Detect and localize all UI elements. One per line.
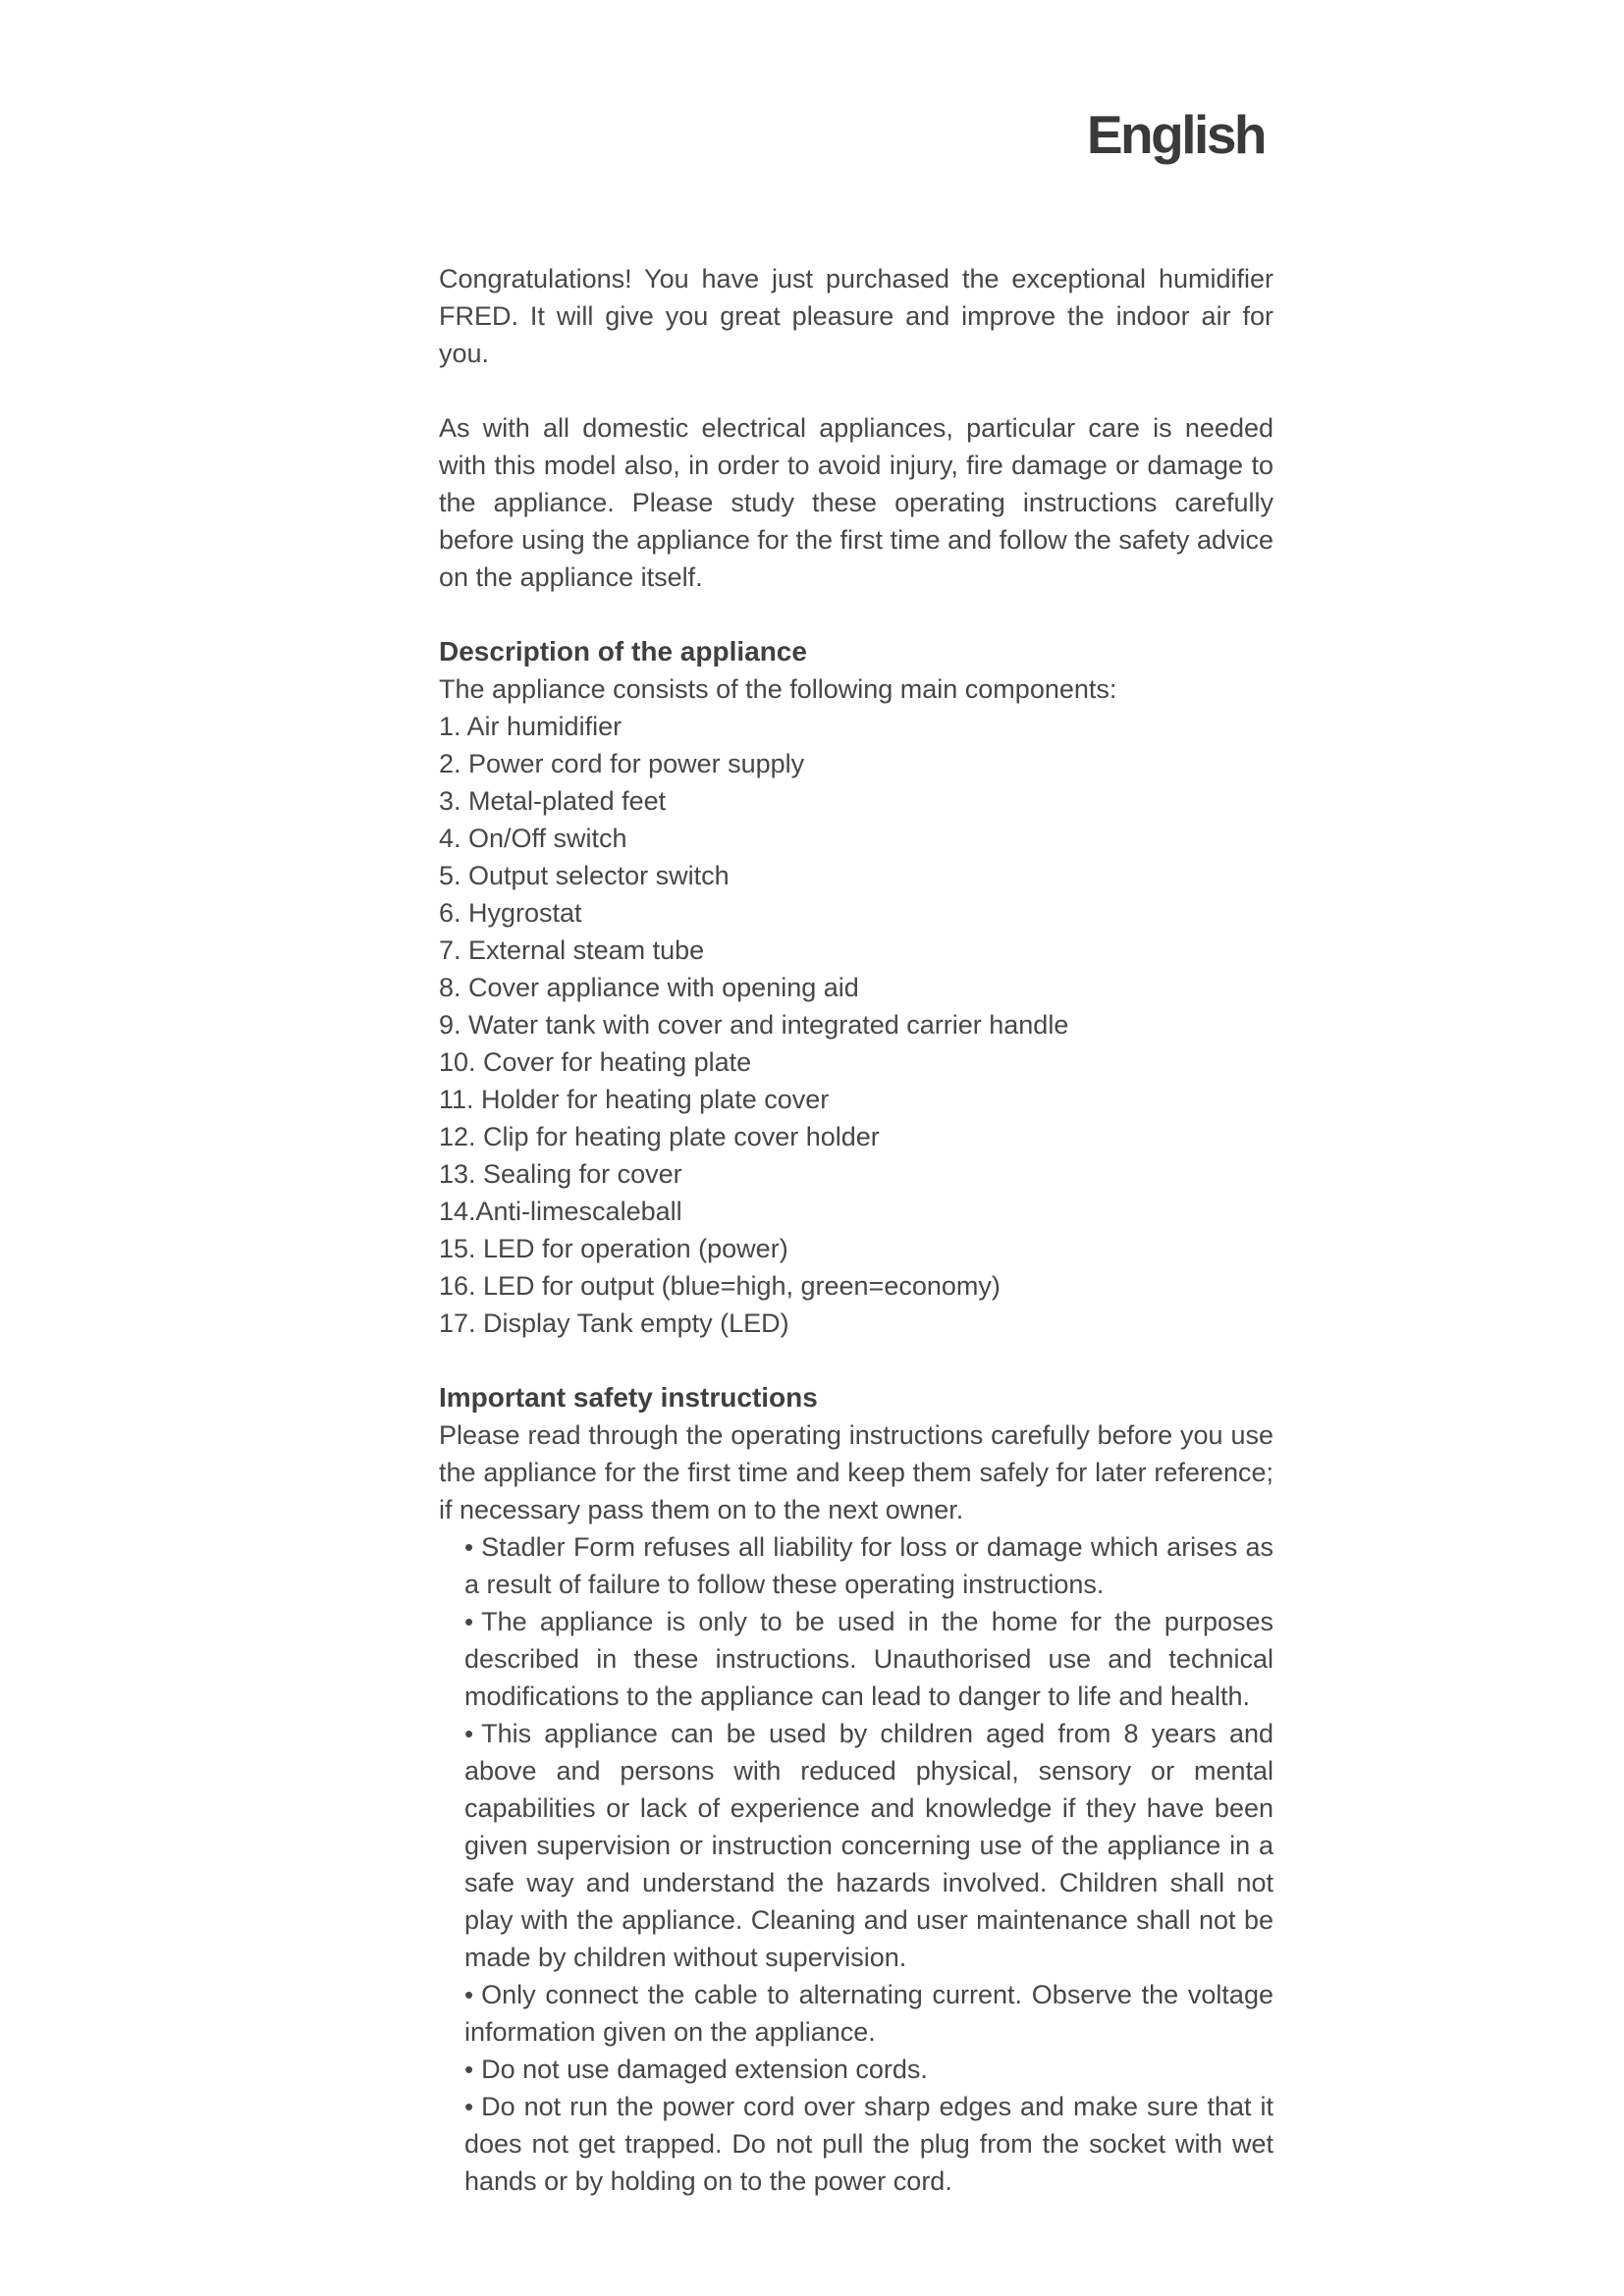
safety-instruction-list [439, 1528, 1273, 2200]
safety-instruction-text: The appliance is only to be used in the home for the purposes described in these instructions. Unauthorised use and technical modifications to the appliance can lead to danger to life and health. [464, 1607, 1273, 1711]
safety-instruction-item [464, 1528, 1273, 1603]
safety-instruction-item [464, 1603, 1273, 1715]
component-item: 11. Holder for heating plate cover [439, 1085, 830, 1114]
safety-instruction-item [464, 1715, 1273, 1976]
intro-paragraph-1: Congratulations! You have just purchased the exceptional humidifier FRED. It will give you great pleasure and improve the indoor air for you. [439, 264, 1273, 368]
bullet-icon: • [464, 2092, 474, 2121]
component-item: 13. Sealing for cover [439, 1159, 682, 1189]
component-item: 15. LED for operation (power) [439, 1234, 788, 1263]
safety-instruction-text: Stadler Form refuses all liability for loss or damage which arises as a result of failure to follow these operating instructions. [464, 1532, 1273, 1599]
component-item: 9. Water tank with cover and integrated carrier handle [439, 1010, 1069, 1040]
component-item: 6. Hygrostat [439, 898, 582, 928]
page-language-heading: English [1086, 104, 1265, 165]
component-item: 4. On/Off switch [439, 824, 627, 853]
safety-instruction-text: This appliance can be used by children aged from 8 years and above and persons with reduced physical, sensory or mental capabilities or lack of experience and knowledge if they have been given supervision or instruction concerning use of the appliance in a safe way and understand the hazards involved. Children shall not play with the appliance. Cleaning and user maintenance shall not be made by children without supervision. [464, 1719, 1273, 1972]
manual-content [439, 260, 1273, 2200]
component-item: 1. Air humidifier [439, 712, 623, 741]
intro-paragraph-2: As with all domestic electrical appliances, particular care is needed with this model also, in order to avoid injury, fire damage or damage to the appliance. Please study these operating instructions carefully before using the appliance for the first time and follow the safety advice on the appliance itself. [439, 413, 1273, 592]
bullet-icon: • [464, 1719, 474, 1748]
component-list [439, 708, 1273, 1342]
bullet-icon: • [464, 1980, 474, 2009]
safety-instruction-text: Only connect the cable to alternating current. Observe the voltage information given on the appliance. [464, 1980, 1273, 2047]
component-item: 2. Power cord for power supply [439, 749, 805, 778]
component-item: 7. External steam tube [439, 935, 705, 965]
safety-section-title: Important safety instructions [439, 1382, 818, 1413]
component-item: 17. Display Tank empty (LED) [439, 1308, 789, 1338]
safety-instruction-item [464, 1976, 1273, 2051]
safety-intro: Please read through the operating instructions carefully before you use the appliance for the first time and keep them safely for later reference; if necessary pass them on to the next owner. [439, 1420, 1273, 1524]
description-intro: The appliance consists of the following main components: [439, 674, 1117, 704]
component-item: 16. LED for output (blue=high, green=economy) [439, 1271, 1001, 1301]
bullet-icon: • [464, 2055, 474, 2084]
safety-instruction-item [464, 2088, 1273, 2200]
component-item: 14.Anti-limescaleball [439, 1197, 682, 1226]
component-item: 12. Clip for heating plate cover holder [439, 1122, 880, 1151]
safety-instruction-text: Do not run the power cord over sharp edges and make sure that it does not get trapped. Do not pull the plug from the socket with wet hands or by holding on to the power cord. [464, 2092, 1273, 2196]
bullet-icon: • [464, 1532, 474, 1562]
component-item: 3. Metal-plated feet [439, 786, 667, 816]
component-item: 10. Cover for heating plate [439, 1047, 752, 1077]
bullet-icon: • [464, 1607, 474, 1636]
safety-instruction-item [464, 2051, 1273, 2088]
component-item: 8. Cover appliance with opening aid [439, 973, 859, 1002]
component-item: 5. Output selector switch [439, 861, 730, 890]
description-section-title: Description of the appliance [439, 636, 807, 667]
safety-instruction-text: Do not use damaged extension cords. [481, 2055, 928, 2084]
